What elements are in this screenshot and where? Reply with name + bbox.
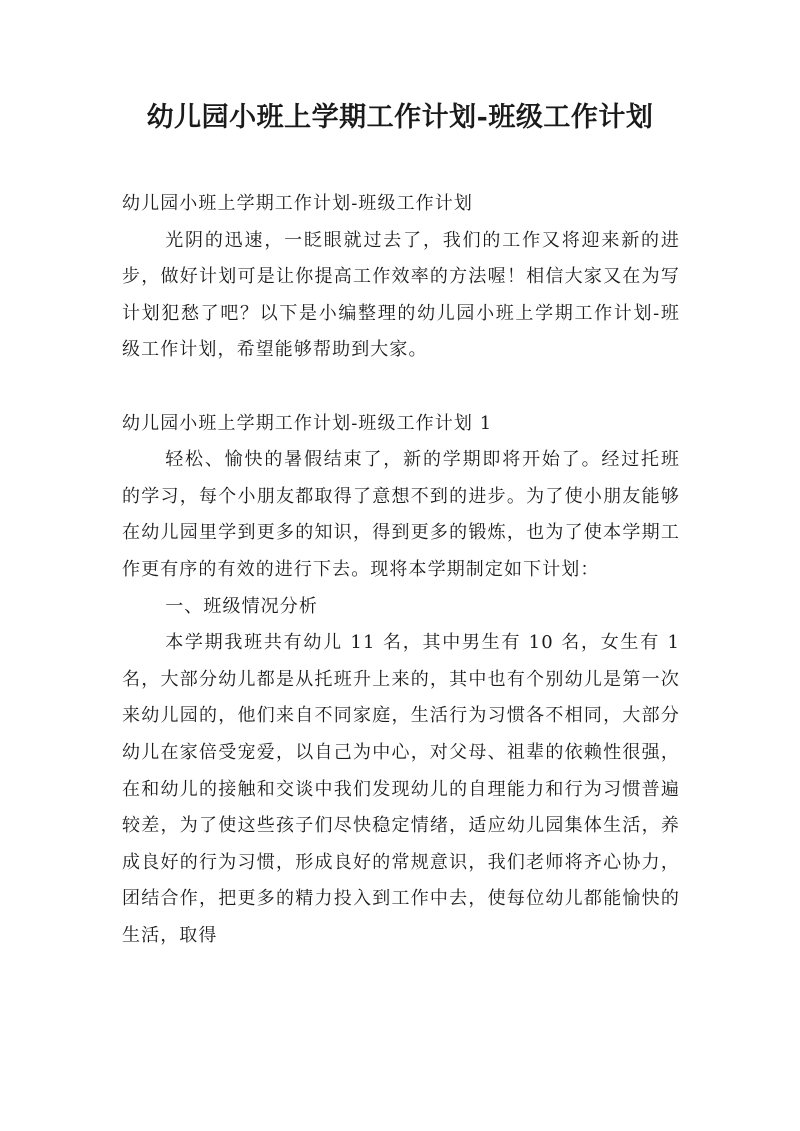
section-paragraph-1: 轻松、愉快的暑假结束了，新的学期即将开始了。经过托班的学习，每个小朋友都取得了意想不到的进步。为了使小朋友能够在幼儿园里学到更多的知识，得到更多的锻炼，也为了使本学期工作更有序的有效的进行下去。现将本学期制定如下计划： <box>122 449 680 580</box>
document-body <box>122 186 680 954</box>
paragraph-gap <box>122 369 680 406</box>
subtitle: 幼儿园小班上学期工作计划-班级工作计划 <box>122 193 473 214</box>
subheading-class-analysis: 一、班级情况分析 <box>165 595 318 617</box>
intro-paragraph: 光阴的迅速，一眨眼就过去了，我们的工作又将迎来新的进步，做好计划可是让你提高工作效率的方法喔！相信大家又在为写计划犯愁了吧？以下是小编整理的幼儿园小班上学期工作计划-班级工作计划，希望能够帮助到大家。 <box>122 229 680 361</box>
section-heading: 幼儿园小班上学期工作计划-班级工作计划 1 <box>122 412 493 434</box>
document-title: 幼儿园小班上学期工作计划-班级工作计划 <box>146 102 654 133</box>
section-paragraph-2: 本学期我班共有幼儿 11 名，其中男生有 10 名，女生有 1 名，大部分幼儿都是从托班升上来的，其中也有个别幼儿是第一次来幼儿园的，他们来自不同家庭，生活行为习惯各不相同，大部分幼儿在家倍受宠爱，以自己为中心，对父母、祖辈的依赖性很强，在和幼儿的接触和交谈中我们发现幼儿的自理能力和行为习惯普遍较差，为了使这些孩子们尽快稳定情绪，适应幼儿园集体生活，养成良好的行为习惯，形成良好的常规意识，我们老师将齐心协力，团结合作，把更多的精力投入到工作中去，使每位幼儿都能愉快的生活，取得 <box>122 632 680 946</box>
